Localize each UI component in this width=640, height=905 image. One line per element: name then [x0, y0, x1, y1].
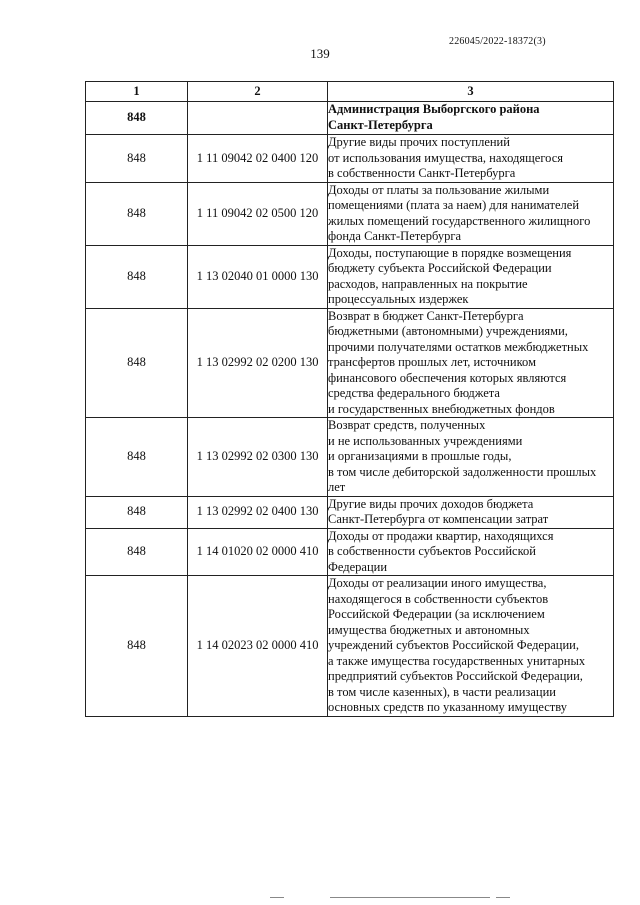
description-line: Доходы от реализации иного имущества, [328, 576, 547, 590]
revenue-code-cell: 1 13 02040 01 0000 130 [188, 245, 328, 308]
revenue-code-cell: 1 13 02992 02 0400 130 [188, 496, 328, 528]
description-line: финансового обеспечения которых являются [328, 370, 567, 385]
admin-code-cell: 848 [86, 182, 188, 245]
revenue-code-cell: 1 14 02023 02 0000 410 [188, 576, 328, 717]
revenue-description-cell [328, 102, 614, 135]
revenue-code-cell: 1 13 02992 02 0200 130 [188, 308, 328, 418]
admin-code-cell: 848 [86, 528, 188, 576]
description-line: Администрация Выборгского района [328, 102, 540, 116]
admin-code-cell: 848 [86, 496, 188, 528]
description-line: и государственных внебюджетных фондов [328, 401, 555, 416]
description-line: жилых помещений государственного жилищного [328, 213, 591, 228]
description-line: фонда Санкт-Петербурга [328, 229, 462, 243]
revenue-description-cell [328, 135, 614, 183]
revenue-description-cell [328, 576, 614, 717]
revenue-code-cell: 1 13 02992 02 0300 130 [188, 418, 328, 497]
description-line: Другие виды прочих поступлений [328, 135, 510, 149]
admin-code-cell: 848 [86, 102, 188, 135]
description-line: находящегося в собственности субъектов [328, 591, 549, 606]
description-line: бюджету субъекта Российской Федерации [328, 261, 552, 275]
footer-scan-artifact [270, 895, 570, 901]
table-row [86, 528, 614, 576]
description-line: Возврат средств, полученных [328, 418, 486, 432]
header-col-2: 2 [188, 82, 328, 102]
description-line: в том числе казенных), в части реализации [328, 684, 556, 699]
description-line: основных средств по указанному имуществу [328, 700, 567, 714]
header-col-1: 1 [86, 82, 188, 102]
description-line: Другие виды прочих доходов бюджета [328, 496, 534, 511]
description-line: Доходы от продажи квартир, находящихся [328, 528, 554, 543]
description-line: Федерации [328, 559, 388, 574]
description-line: лет [328, 480, 346, 494]
table-row [86, 308, 614, 418]
description-line: расходов, направленных на покрытие [328, 276, 528, 291]
admin-code-cell: 848 [86, 418, 188, 497]
document-number: 226045/2022-18372(3) [449, 36, 546, 47]
description-line: учреждений субъектов Российской Федерации, [328, 638, 579, 652]
admin-code-cell: 848 [86, 245, 188, 308]
admin-code-cell: 848 [86, 576, 188, 717]
description-line: средства федерального бюджета [328, 386, 500, 400]
revenue-codes-table [85, 81, 614, 717]
description-line: в собственности субъектов Российской [328, 544, 536, 558]
table-row [86, 135, 614, 183]
description-line: Возврат в бюджет Санкт-Петербурга [328, 308, 524, 323]
revenue-code-cell: 1 11 09042 02 0500 120 [188, 182, 328, 245]
table-row [86, 576, 614, 717]
description-line: Доходы от платы за пользование жилыми [328, 182, 550, 197]
revenue-description-cell [328, 496, 614, 528]
revenue-description-cell [328, 245, 614, 308]
revenue-code-cell: 1 11 09042 02 0400 120 [188, 135, 328, 183]
table-row [86, 182, 614, 245]
admin-code-cell: 848 [86, 135, 188, 183]
description-line: а также имущества государственных унитарных [328, 653, 586, 668]
description-line: Санкт-Петербурга [328, 117, 433, 132]
description-line: предприятий субъектов Российской Федерации, [328, 669, 583, 683]
header-col-3: 3 [328, 82, 614, 102]
revenue-description-cell [328, 528, 614, 576]
description-line: имущества бюджетных и автономных [328, 622, 530, 637]
admin-code-cell: 848 [86, 308, 188, 418]
description-line: Российской Федерации (за исключением [328, 607, 545, 621]
page-number: 139 [310, 46, 330, 61]
revenue-description-cell [328, 308, 614, 418]
revenue-description-cell [328, 418, 614, 497]
description-line: бюджетными (автономными) учреждениями, [328, 324, 568, 338]
description-line: прочими получателями остатков межбюджетных [328, 339, 589, 354]
table-header-row [86, 82, 614, 102]
description-line: от использования имущества, находящегося [328, 150, 564, 165]
description-line: Доходы, поступающие в порядке возмещения [328, 245, 572, 260]
description-line: трансфертов прошлых лет, источником [328, 355, 536, 369]
table-row [86, 245, 614, 308]
description-line: в том числе дебиторской задолженности прошлых [328, 464, 597, 479]
description-line: процессуальных издержек [328, 292, 469, 306]
revenue-code-cell: 1 14 01020 02 0000 410 [188, 528, 328, 576]
table-row [86, 496, 614, 528]
description-line: помещениями (плата за наем) для нанимателей [328, 198, 580, 212]
revenue-description-cell [328, 182, 614, 245]
table-row [86, 102, 614, 135]
table-row [86, 418, 614, 497]
revenue-code-cell [188, 102, 328, 135]
description-line: и не использованных учреждениями [328, 433, 523, 448]
description-line: Санкт-Петербурга от компенсации затрат [328, 512, 549, 526]
description-line: в собственности Санкт-Петербурга [328, 166, 516, 180]
description-line: и организациями в прошлые годы, [328, 449, 512, 463]
